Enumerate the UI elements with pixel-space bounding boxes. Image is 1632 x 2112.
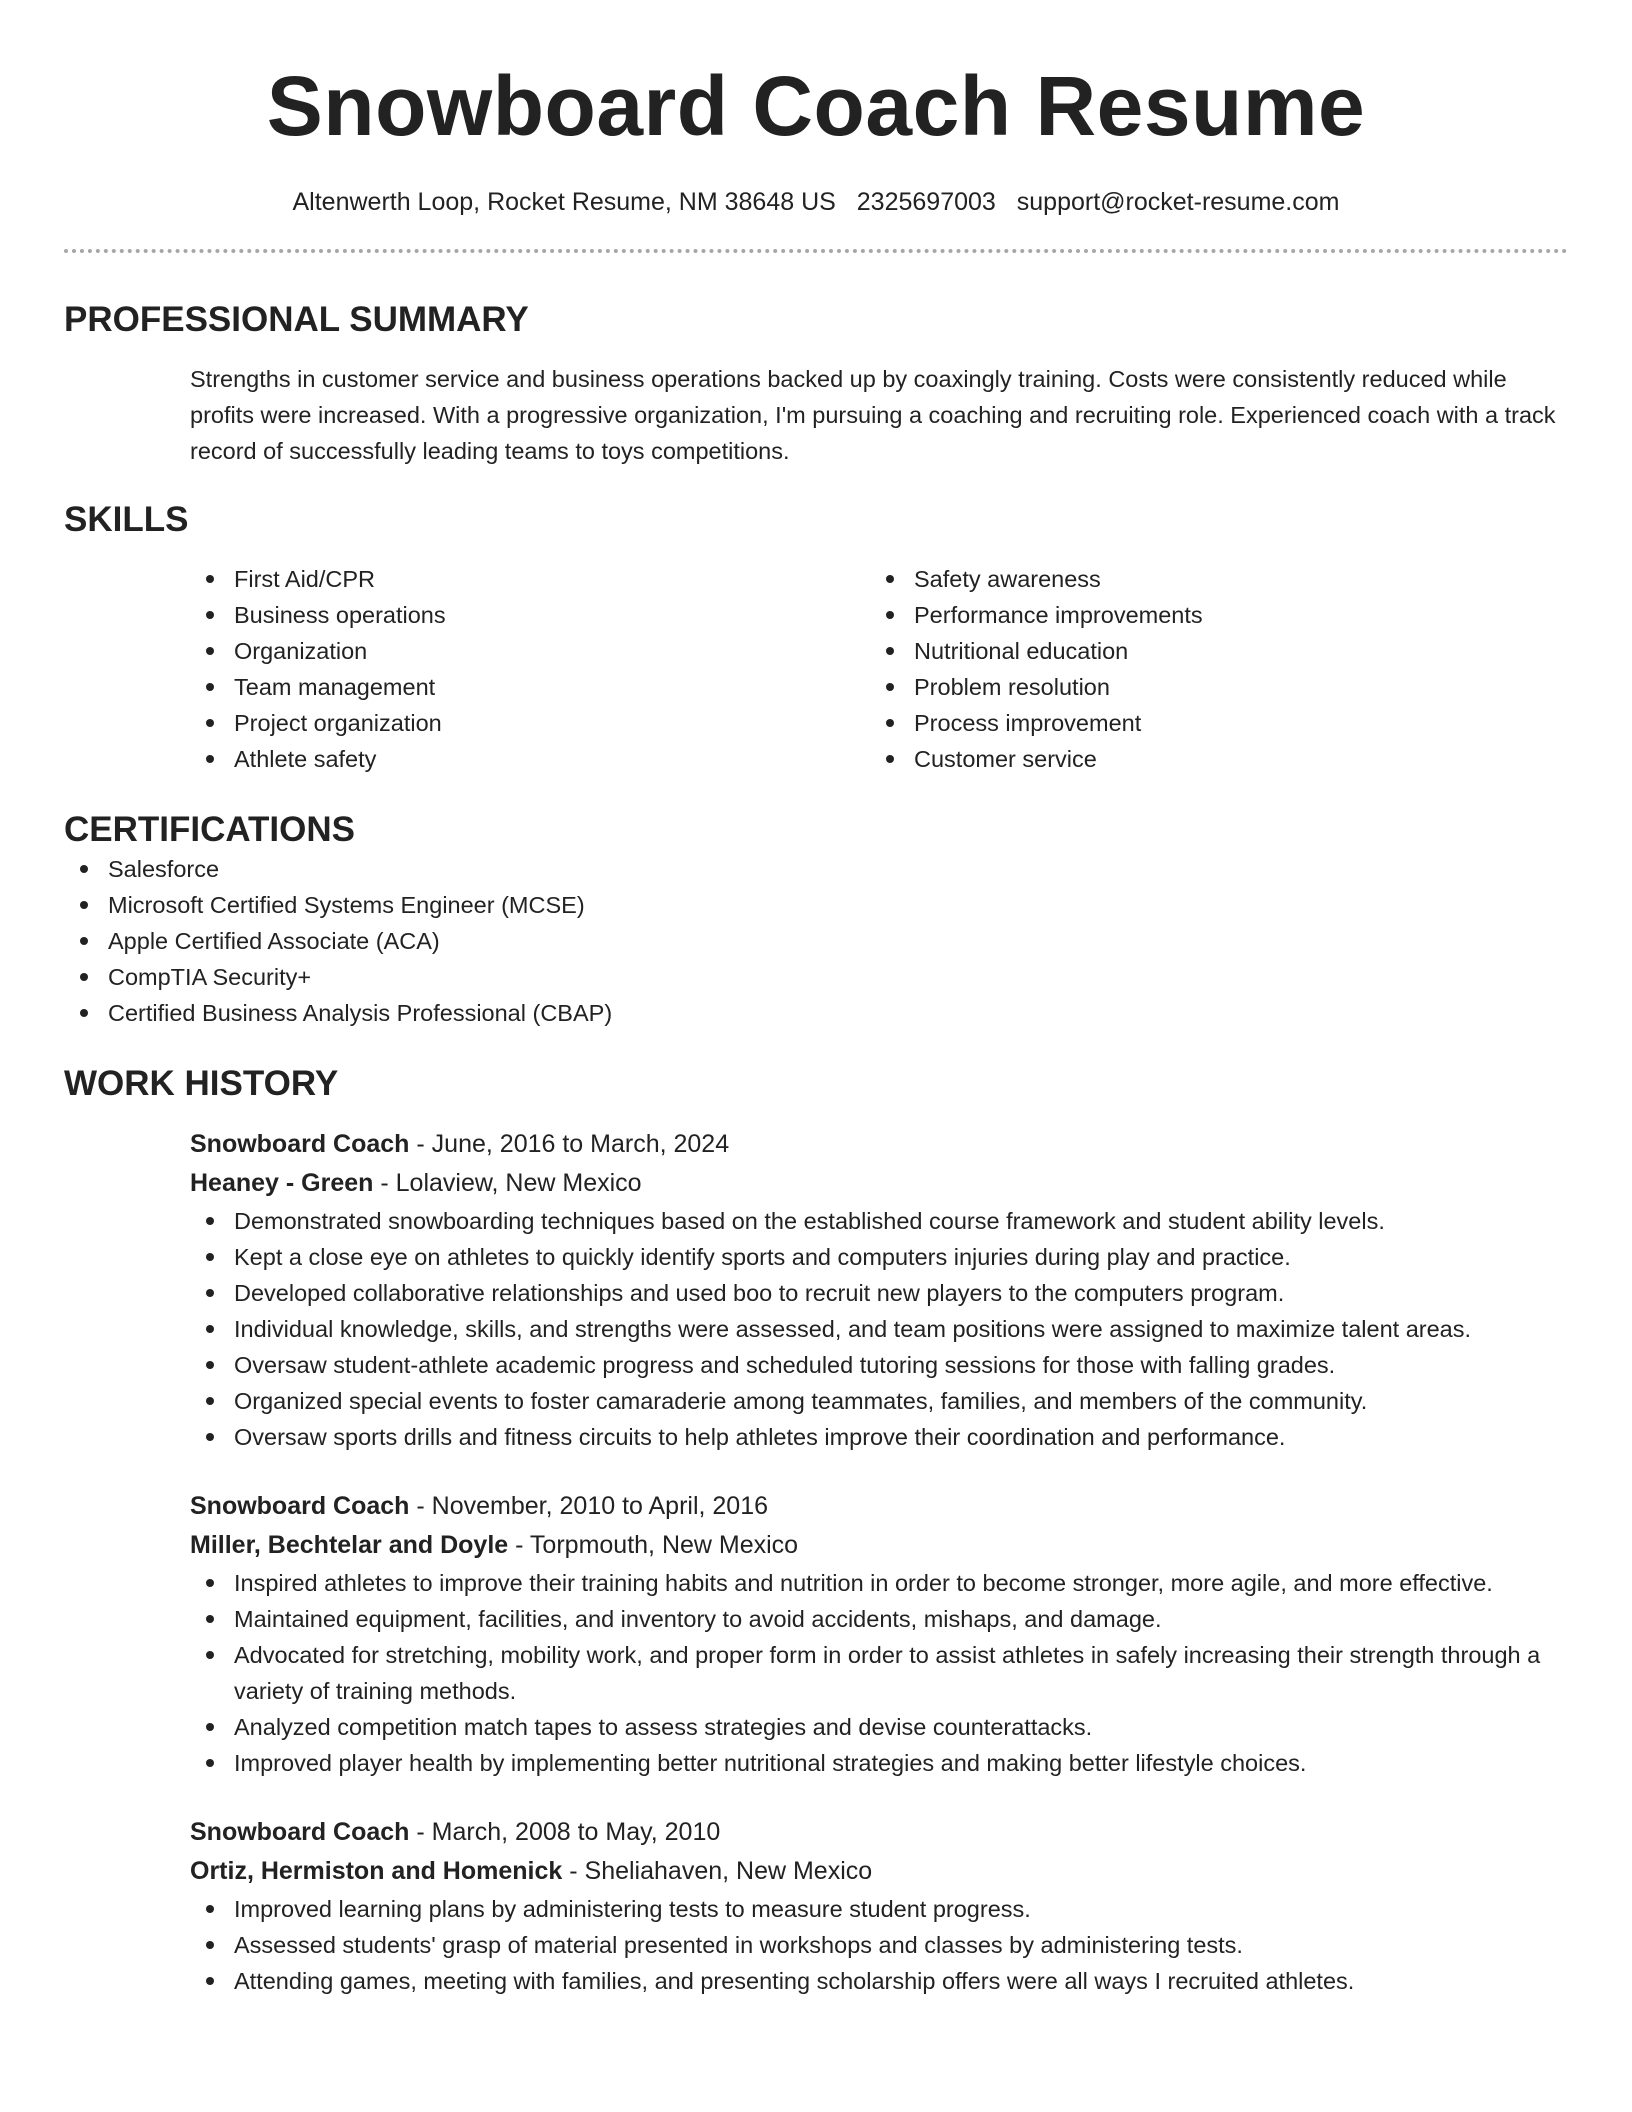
job-duty: Kept a close eye on athletes to quickly identify sports and computers injuries during play and practice. — [190, 1239, 1568, 1275]
job-duty: Inspired athletes to improve their training habits and nutrition in order to become stronger, more agile, and more effective. — [190, 1565, 1568, 1601]
skill-item: Process improvement — [870, 705, 1550, 741]
skills-right-list — [870, 561, 1550, 777]
job-company: Miller, Bechtelar and Doyle — [190, 1531, 509, 1559]
job-role: Snowboard Coach — [190, 1130, 410, 1158]
resume-title: Snowboard Coach Resume — [266, 59, 1366, 153]
job-role: Snowboard Coach — [190, 1818, 410, 1846]
job-title-line — [190, 1487, 1568, 1526]
job-duty: Organized special events to foster camaraderie among teammates, families, and members of the community. — [190, 1383, 1568, 1419]
job-entry — [190, 1125, 1568, 1455]
skill-item: Problem resolution — [870, 669, 1550, 705]
job-location: - Sheliahaven, New Mexico — [562, 1857, 873, 1885]
skill-item: Safety awareness — [870, 561, 1550, 597]
certification-item: Salesforce — [64, 851, 1568, 887]
job-title-line — [190, 1813, 1568, 1852]
skill-item: Business operations — [190, 597, 870, 633]
certification-item: Certified Business Analysis Professional (CBAP) — [64, 995, 1568, 1031]
job-duty: Demonstrated snowboarding techniques based on the established course framework and student ability levels. — [190, 1203, 1568, 1239]
skills-heading: SKILLS — [64, 500, 189, 539]
job-location: - Torpmouth, New Mexico — [508, 1531, 799, 1559]
header-divider — [64, 249, 1568, 253]
certifications-heading: CERTIFICATIONS — [64, 810, 356, 849]
certification-item: Apple Certified Associate (ACA) — [64, 923, 1568, 959]
job-company: Heaney - Green — [190, 1169, 374, 1197]
job-duty: Improved learning plans by administering tests to measure student progress. — [190, 1891, 1568, 1927]
skill-item: Organization — [190, 633, 870, 669]
job-role: Snowboard Coach — [190, 1492, 410, 1520]
job-duty: Oversaw student-athlete academic progress and scheduled tutoring sessions for those with falling grades. — [190, 1347, 1568, 1383]
contact-address: Altenwerth Loop, Rocket Resume, NM 38648 US — [292, 188, 836, 216]
skills-left-list — [190, 561, 870, 777]
job-duty: Advocated for stretching, mobility work, and proper form in order to assist athletes in safely increasing their strength through a variety of training methods. — [190, 1637, 1568, 1709]
certifications-list — [64, 851, 1568, 1031]
job-duty: Developed collaborative relationships and used boo to recruit new players to the computers program. — [190, 1275, 1568, 1311]
work-history-heading: WORK HISTORY — [64, 1064, 339, 1103]
job-entry — [190, 1813, 1568, 1999]
job-company: Ortiz, Hermiston and Homenick — [190, 1857, 563, 1885]
skill-item: First Aid/CPR — [190, 561, 870, 597]
skills-columns — [190, 561, 1568, 777]
job-entry — [190, 1487, 1568, 1781]
job-duty: Analyzed competition match tapes to assess strategies and devise counterattacks. — [190, 1709, 1568, 1745]
skill-item: Customer service — [870, 741, 1550, 777]
skill-item: Team management — [190, 669, 870, 705]
job-duties-list — [190, 1891, 1568, 1999]
skill-item: Athlete safety — [190, 741, 870, 777]
certification-item: CompTIA Security+ — [64, 959, 1568, 995]
contact-phone: 2325697003 — [856, 188, 996, 216]
job-company-line — [190, 1164, 1568, 1203]
job-duty: Oversaw sports drills and fitness circuits to help athletes improve their coordination and performance. — [190, 1419, 1568, 1455]
contact-email: support@rocket-resume.com — [1016, 188, 1340, 216]
job-duty: Assessed students' grasp of material presented in workshops and classes by administering tests. — [190, 1927, 1568, 1963]
job-dates: - March, 2008 to May, 2010 — [409, 1818, 721, 1846]
summary-text: Strengths in customer service and business operations backed up by coaxingly training. Costs were consistently reduced while profits were increased. With a progressive organization, I'm pursuing a coaching and recruiting role. Experienced coach with a track record of successfully leading teams to toys competitions. — [190, 366, 1556, 464]
job-duty: Individual knowledge, skills, and strengths were assessed, and team positions were assigned to maximize talent areas. — [190, 1311, 1568, 1347]
job-duties-list — [190, 1565, 1568, 1781]
job-duty: Maintained equipment, facilities, and inventory to avoid accidents, mishaps, and damage. — [190, 1601, 1568, 1637]
job-location: - Lolaview, New Mexico — [373, 1169, 642, 1197]
contact-line — [64, 186, 1568, 218]
job-duties-list — [190, 1203, 1568, 1455]
skill-item: Project organization — [190, 705, 870, 741]
skill-item: Nutritional education — [870, 633, 1550, 669]
job-dates: - November, 2010 to April, 2016 — [409, 1492, 769, 1520]
job-duty: Attending games, meeting with families, and presenting scholarship offers were all ways I recruited athletes. — [190, 1963, 1568, 1999]
job-company-line — [190, 1852, 1568, 1891]
job-dates: - June, 2016 to March, 2024 — [409, 1130, 730, 1158]
job-duty: Improved player health by implementing better nutritional strategies and making better lifestyle choices. — [190, 1745, 1568, 1781]
summary-heading: PROFESSIONAL SUMMARY — [64, 300, 529, 339]
job-title-line — [190, 1125, 1568, 1164]
job-company-line — [190, 1526, 1568, 1565]
certification-item: Microsoft Certified Systems Engineer (MCSE) — [64, 887, 1568, 923]
skill-item: Performance improvements — [870, 597, 1550, 633]
